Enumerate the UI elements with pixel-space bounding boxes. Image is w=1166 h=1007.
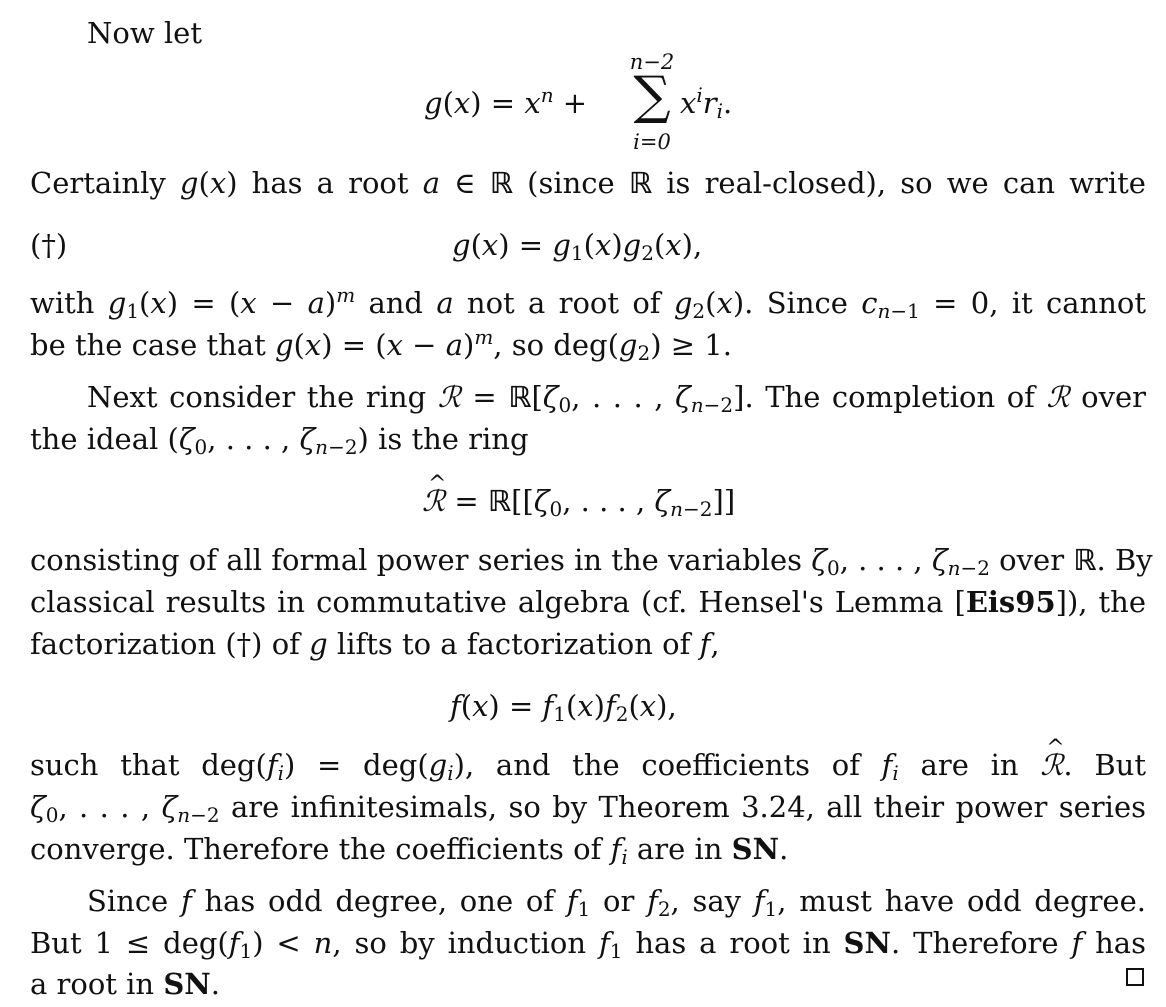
conclusion-line: a root in SN. (30, 967, 221, 1001)
classical-line: classical results in commutative algebra (cf. Hensel's Lemma [Eis95]), the (30, 585, 1146, 619)
induction-line: But $1 \le deg(f_1) < n$, so by induction $f_1$ has a root in SN. Therefore f has (30, 926, 1146, 963)
consisting-line: consisting of all formal power series in the variables $\zeta_0$, . . . , $\zeta_{n-2}$ over ℝ. By (30, 543, 1153, 580)
converge-line: converge. Therefore the coefficients of $f_i$ are in SN. (30, 832, 789, 869)
dagger-label: (†) (30, 228, 68, 262)
such-that-line: such that $deg(f_i) = deg(g_i)$, and the coefficients of $f_i$ are in ^ ℛ. But (30, 745, 1146, 785)
equation-sum-term: $x^ir_i$. (680, 83, 733, 123)
certainly-line: Certainly g(x) has a root a ∈ ℝ (since ℝ is real-closed), so we can write (30, 166, 1146, 200)
infinitesimals-line: $\zeta_0$, . . . , $\zeta_{n-2}$ are infinitesimals, so by Theorem 3.24, all their power series (30, 790, 1146, 827)
citation: Eis95 (965, 585, 1056, 619)
sum-lower-limit: i=0 (633, 130, 671, 154)
sigma-symbol: ∑ (633, 66, 671, 126)
sum-upper-limit: n−2 (629, 50, 675, 74)
factorization-line: factorization (†) of g lifts to a factorization of f, (30, 627, 720, 661)
next-consider-line: Next consider the ring ℛ = $ℝ[\zeta_0$, . . . , $\zeta_{n-2}$]. The completion of ℛ over (87, 380, 1146, 417)
odd-degree-line: Since f has odd degree, one of $f_1$ or $f_2$, say $f_1$, must have odd degree. (87, 884, 1146, 921)
with-line: with $g_1(x) = (x - a)^m$ and a not a root of $g_2(x)$. Since $c_{n-1} = 0$, it cannot (30, 283, 1146, 323)
equation-completion: ^ ℛ = $ℝ[[\zeta_0$, . . . , $\zeta_{n-2}$]] (422, 481, 735, 521)
equation-g-factorization: $g(x) = g_1(x)g_2(x)$, (452, 228, 703, 265)
case-line: be the case that $g(x) = (x - a)^m$, so $deg(g_2) \ge 1$. (30, 325, 732, 365)
intro-text: Now let (87, 16, 202, 50)
qed-box-icon (1126, 968, 1144, 986)
equation-f-factorization: $f(x) = f_1(x)f_2(x)$, (450, 689, 677, 726)
ideal-line: the ideal ($\zeta_0$, . . . , $\zeta_{n-2}$) is the ring (30, 422, 529, 459)
equation-g-definition: $g(x) = x^n$ + (424, 83, 588, 120)
